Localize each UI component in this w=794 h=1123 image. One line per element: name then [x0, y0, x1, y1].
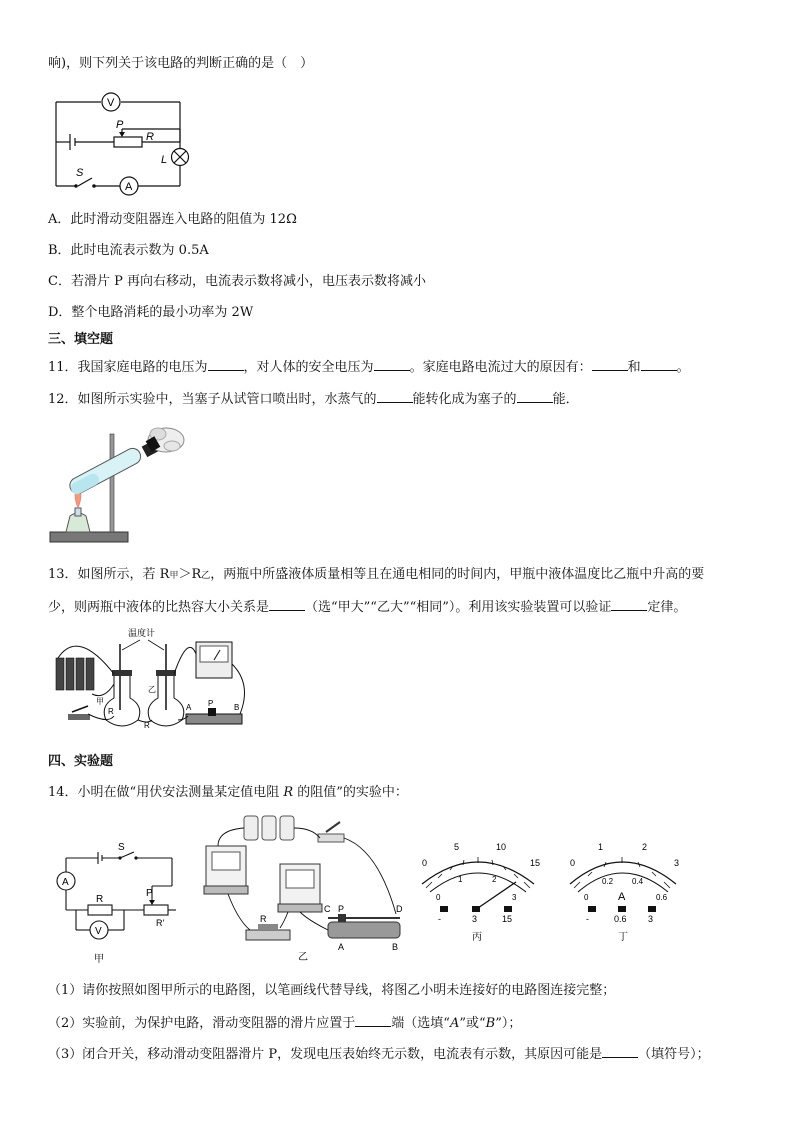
rheostat-p-label: P — [208, 699, 214, 708]
bing-term-neg: - — [438, 914, 441, 924]
bing-top-0: 0 — [422, 858, 428, 868]
q14-blank-3[interactable] — [602, 1044, 638, 1058]
fig-bing-caption: 丙 — [472, 932, 482, 943]
thermometer-label: 温度计 — [128, 629, 156, 639]
resistor-jia-label: R — [108, 707, 114, 716]
q10-option-a: A．此时滑动变阻器连入电路的阻值为 12Ω — [48, 212, 297, 227]
ding-bottom-3: 0.6 — [656, 893, 668, 902]
q13-line-1: 13．如图所示，若 R甲＞R乙，两瓶中所盛液体质量相等且在通电相同的时间内，甲瓶中液体温度比乙瓶中升高的要 — [48, 567, 705, 582]
switch-s-label: S — [118, 842, 125, 853]
flask-yi-label: 乙 — [148, 685, 156, 694]
lamp-label: L — [161, 154, 168, 166]
fig-ding-caption: 丁 — [618, 932, 628, 943]
q14-fig-jia — [48, 838, 188, 968]
voltmeter-label: V — [107, 97, 115, 109]
ding-top-1: 1 — [598, 842, 604, 852]
yi-d-label: D — [396, 904, 403, 914]
ammeter-a-label: A — [62, 877, 69, 888]
ding-bottom-1: 0.2 — [602, 877, 614, 886]
fig-yi-caption: 乙 — [298, 952, 308, 962]
q11-blank-3[interactable] — [592, 357, 628, 371]
ding-bottom-0: 0 — [584, 893, 589, 902]
q10-option-b: B．此时电流表示数为 0.5A — [48, 243, 209, 258]
q14-stem: 14．小明在做“用伏安法测量某定值电阻 R 的阻值”的实验中： — [48, 785, 408, 800]
q10-circuit-figure — [48, 88, 198, 200]
slider-p-label: P — [146, 888, 153, 899]
voltmeter-v-label: V — [95, 926, 102, 937]
ding-term-3: 3 — [648, 914, 654, 924]
ding-term-neg: - — [586, 914, 589, 924]
ding-bottom-2: 0.4 — [632, 877, 644, 886]
q14-blank-2[interactable] — [355, 1013, 391, 1027]
ammeter-label: A — [125, 181, 133, 193]
bing-bottom-1: 1 — [458, 875, 463, 884]
ding-top-3: 3 — [674, 858, 680, 868]
yi-r-label: R — [260, 914, 267, 924]
q13-blank-2[interactable] — [611, 597, 647, 611]
resistor-r-label: R — [96, 894, 104, 905]
yi-p-label: P — [338, 904, 345, 914]
rheostat-b-label: B — [234, 703, 240, 712]
resistor-yi-label: R — [144, 721, 150, 730]
rheostat-rp-label: R' — [156, 918, 165, 928]
ding-unit: A — [618, 891, 626, 903]
q14-fig-yi — [188, 810, 408, 962]
q11-text: 11．我国家庭电路的电压为 ，对人体的安全电压为 。家庭电路电流过大的原因有： 和 。 — [48, 357, 690, 377]
bing-top-2: 10 — [496, 842, 507, 852]
q13-line-2: 少，则两瓶中液体的比热容大小关系是 （选“甲大”“乙大”“相同”）。利用该实验装置可以验证 定律。 — [48, 597, 686, 617]
q13-blank-1[interactable] — [269, 597, 305, 611]
section-3-title: 三、填空题 — [48, 332, 114, 347]
q11-blank-4[interactable] — [641, 357, 677, 371]
bing-bottom-2: 2 — [492, 875, 497, 884]
q12-text: 12．如图所示实验中，当塞子从试管口喷出时，水蒸气的 能转化成为塞子的 能． — [48, 389, 579, 409]
fig-jia-caption: 甲 — [94, 954, 104, 965]
q13-joule-figure — [48, 624, 258, 736]
q10-stem: 响)，则下列关于该电路的判断正确的是（ ） — [48, 56, 314, 71]
q10-option-c: C．若滑片 P 再向右移动，电流表示数将减小，电压表示数将减小 — [48, 274, 426, 289]
q11-blank-2[interactable] — [374, 357, 410, 371]
slider-label: P — [116, 119, 124, 131]
section-4-title: 四、实验题 — [48, 754, 114, 769]
q14-fig-ding — [558, 838, 688, 948]
ding-top-0: 0 — [570, 858, 576, 868]
bing-term-15: 15 — [502, 914, 513, 924]
q11-blank-1[interactable] — [208, 357, 244, 371]
bing-bottom-0: 0 — [436, 893, 441, 902]
rheostat-a-label: A — [186, 703, 192, 712]
q14-sub-1: （1）请你按照如图甲所示的电路图，以笔画线代替导线，将图乙小明未连接好的电路图连接完整； — [48, 983, 616, 998]
q10-option-d: D．整个电路消耗的最小功率为 2W — [48, 305, 254, 320]
bing-top-3: 15 — [530, 858, 541, 868]
q14-sub-3: （3）闭合开关，移动滑动变阻器滑片 P，发现电压表始终无示数，电流表有示数，其原因可能是 （填符号）； — [48, 1044, 710, 1064]
ding-term-06: 0.6 — [614, 914, 627, 924]
q14-sub-2: （2）实验前，为保护电路，滑动变阻器的滑片应置于 端（选填“A”或“B”）； — [48, 1013, 521, 1033]
q12-blank-2[interactable] — [517, 389, 553, 403]
switch-label: S — [76, 167, 84, 179]
yi-a-label: A — [338, 942, 345, 952]
bing-term-3: 3 — [472, 914, 478, 924]
rheostat-label: R — [146, 131, 154, 143]
bing-top-1: 5 — [454, 842, 460, 852]
ding-top-2: 2 — [642, 842, 648, 852]
yi-c-label: C — [324, 904, 331, 914]
q14-fig-bing — [408, 838, 548, 948]
flask-jia-label: 甲 — [96, 697, 104, 706]
q12-blank-1[interactable] — [377, 389, 413, 403]
yi-b-label: B — [392, 942, 399, 952]
bing-bottom-3: 3 — [512, 893, 517, 902]
q12-steam-figure — [48, 424, 188, 548]
